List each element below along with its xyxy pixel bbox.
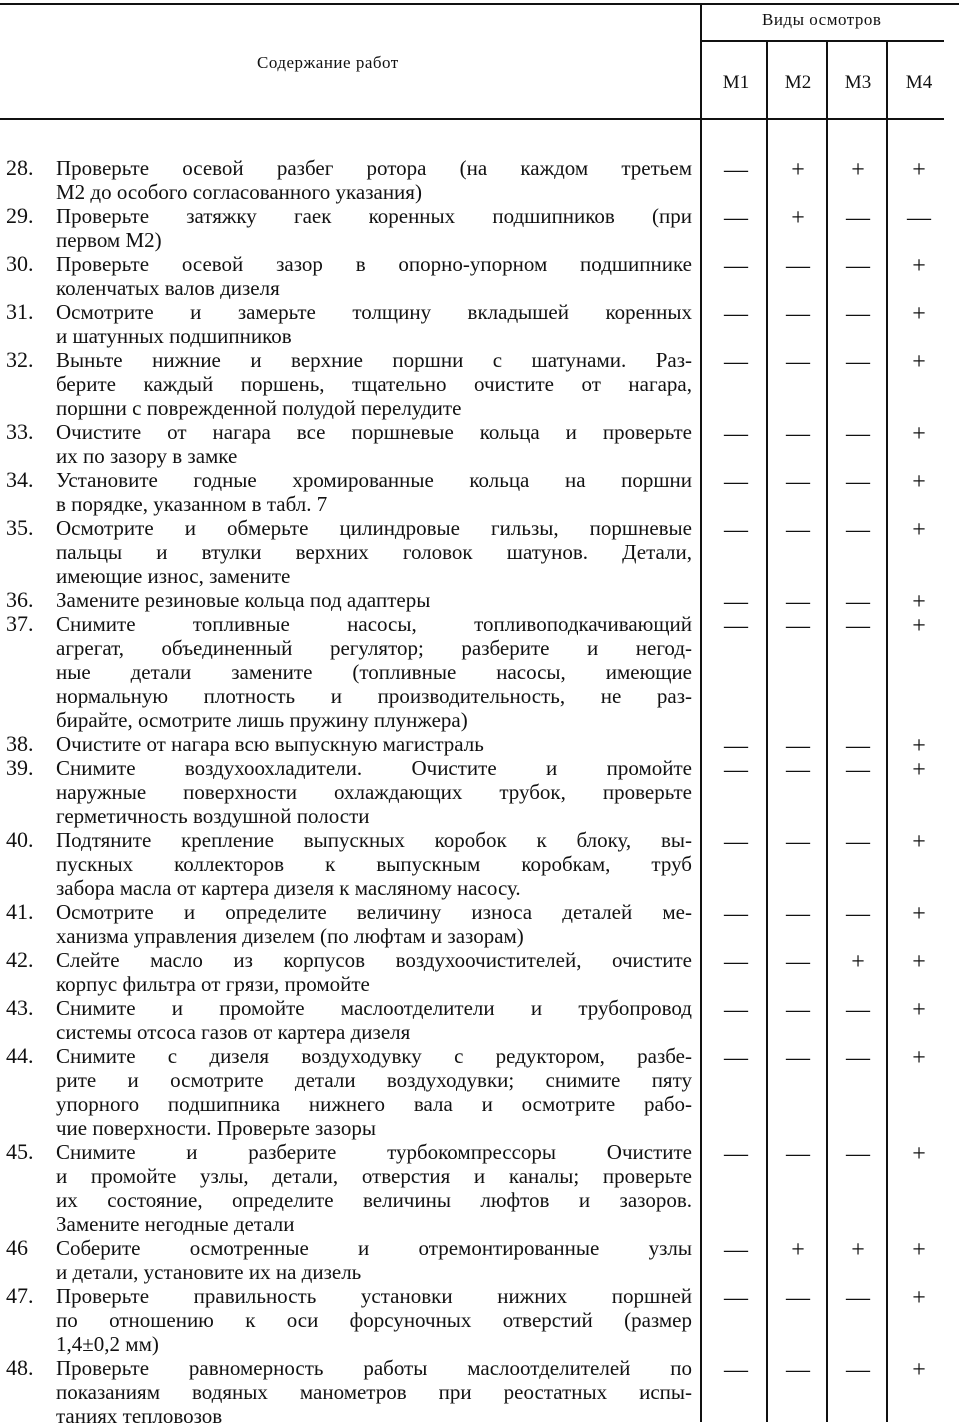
row-text-line: пальцы и втулки верхних головок шатунов. Детали, — [56, 540, 692, 564]
row-text-line: в порядке, указанном в табл. 7 — [56, 492, 328, 516]
row-number: 43. — [6, 995, 34, 1020]
row-text-line: забора масла от картера дизеля к масляному насосу. — [56, 876, 521, 900]
mark-m2: + — [791, 1237, 805, 1263]
table-row — [0, 1356, 700, 1428]
mark-m2: — — [786, 997, 810, 1023]
table-row — [0, 156, 700, 204]
mark-m1: — — [724, 205, 748, 231]
row-text — [56, 252, 692, 300]
mark-m3: — — [846, 349, 870, 375]
mark-m2: — — [786, 1357, 810, 1383]
row-text — [56, 204, 692, 252]
mark-m4: + — [912, 301, 926, 327]
mark-m1: — — [724, 733, 748, 759]
row-number: 37. — [6, 611, 34, 636]
mark-m4: + — [912, 1285, 926, 1311]
mark-m2: — — [786, 733, 810, 759]
row-text-line: их состояние, определите величины люфтов и зазоров. — [56, 1188, 692, 1212]
column-divider-text — [700, 5, 702, 1422]
column-m3: M3 — [844, 72, 872, 93]
mark-m1: — — [724, 829, 748, 855]
column-divider-m2-m3 — [826, 40, 828, 1422]
mark-m2: — — [786, 517, 810, 543]
row-number: 35. — [6, 515, 34, 540]
row-number: 44. — [6, 1043, 34, 1068]
mark-m4: + — [912, 517, 926, 543]
mark-m4: + — [912, 613, 926, 639]
mark-m3: — — [846, 421, 870, 447]
mark-m2: — — [786, 613, 810, 639]
inspection-types-heading: Виды осмотров — [762, 10, 882, 29]
row-number: 41. — [6, 899, 34, 924]
mark-m4: + — [912, 253, 926, 279]
row-text — [56, 516, 692, 588]
row-text-line: ные детали замените (топливные насосы, имеющие — [56, 660, 692, 684]
row-text-line: Проверьте осевой зазор в опорно-упорном подшипнике — [56, 252, 692, 276]
row-number: 31. — [6, 299, 34, 324]
row-text-line: Снимите с дизеля воздуходувку с редуктором, разбе- — [56, 1044, 692, 1068]
row-text — [56, 300, 692, 348]
mark-m4: + — [912, 157, 926, 183]
row-text-line: Снимите и промойте маслоотделители и трубопровод — [56, 996, 692, 1020]
mark-m2: — — [786, 829, 810, 855]
mark-m3: — — [846, 829, 870, 855]
mark-m3: — — [846, 1285, 870, 1311]
mark-m1: — — [724, 757, 748, 783]
row-text-line: первом М2) — [56, 228, 162, 252]
mark-m4: + — [912, 589, 926, 615]
row-text-line: Выньте нижние и верхние поршни с шатунами. Раз- — [56, 348, 692, 372]
row-text-line: Проверьте равномерность работы маслоотделителей по — [56, 1356, 692, 1380]
mark-m3: — — [846, 1045, 870, 1071]
mark-m1: — — [724, 301, 748, 327]
mark-m1: — — [724, 253, 748, 279]
top-rule — [0, 3, 959, 5]
row-text — [56, 900, 692, 948]
row-text — [56, 420, 692, 468]
row-number: 40. — [6, 827, 34, 852]
row-text-line: Проверьте осевой разбег ротора (на каждом третьем — [56, 156, 692, 180]
mark-m4: + — [912, 1357, 926, 1383]
row-text-line: берите каждый поршень, тщательно очистите от нагара, — [56, 372, 692, 396]
mark-m2: — — [786, 421, 810, 447]
row-text — [56, 732, 692, 756]
mark-m3: — — [846, 517, 870, 543]
mark-m1: — — [724, 469, 748, 495]
row-number: 48. — [6, 1355, 34, 1380]
row-number: 34. — [6, 467, 34, 492]
mark-m3: — — [846, 1357, 870, 1383]
row-text-line: наружные поверхности охлаждающих трубок, проверьте — [56, 780, 692, 804]
row-text-line: коленчатых валов дизеля — [56, 276, 280, 300]
mark-m3: — — [846, 253, 870, 279]
mark-m3: — — [846, 757, 870, 783]
row-text — [56, 1356, 692, 1428]
row-text-line: системы отсоса газов от картера дизеля — [56, 1020, 411, 1044]
row-text-line: Замените резиновые кольца под адаптеры — [56, 588, 431, 612]
mark-m3: — — [846, 205, 870, 231]
mark-m4: + — [912, 829, 926, 855]
row-text-line: Проверьте затяжку гаек коренных подшипников (при — [56, 204, 692, 228]
mark-m2: — — [786, 949, 810, 975]
row-text-line: по отношению к оси форсуночных отверстий (размер — [56, 1308, 692, 1332]
header-bottom-rule — [0, 118, 944, 120]
row-text-line: Очистите от нагара всю выпускную магистраль — [56, 732, 484, 756]
row-text-line: Установите годные хромированные кольца на поршни — [56, 468, 692, 492]
row-text-line: рите и осмотрите детали воздуходувки; снимите пяту — [56, 1068, 692, 1092]
mark-m3: + — [851, 949, 865, 975]
row-number: 32. — [6, 347, 34, 372]
row-text-line: Замените негодные детали — [56, 1212, 295, 1236]
mark-m1: — — [724, 997, 748, 1023]
row-text — [56, 1284, 692, 1356]
mark-m4: + — [912, 421, 926, 447]
row-text-line: и шатунных подшипников — [56, 324, 292, 348]
table-row — [0, 516, 700, 588]
row-number: 28. — [6, 155, 34, 180]
mark-m3: + — [851, 157, 865, 183]
mark-m1: — — [724, 1285, 748, 1311]
row-text-line: ханизма управления дизелем (по люфтам и зазорам) — [56, 924, 524, 948]
table-row — [0, 828, 700, 900]
row-text-line: Осмотрите и определите величину износа деталей ме- — [56, 900, 692, 924]
table-row — [0, 348, 700, 420]
row-text-line: их по зазору в замке — [56, 444, 238, 468]
mark-m2: — — [786, 1045, 810, 1071]
mark-m2: + — [791, 205, 805, 231]
row-number: 38. — [6, 731, 34, 756]
mark-m2: — — [786, 469, 810, 495]
row-text — [56, 468, 692, 516]
mark-m4: — — [907, 205, 931, 231]
mark-m1: — — [724, 349, 748, 375]
row-number: 42. — [6, 947, 34, 972]
row-number: 39. — [6, 755, 34, 780]
table-row — [0, 948, 700, 996]
row-text-line: имеющие износ, замените — [56, 564, 291, 588]
table-row — [0, 756, 700, 828]
column-m4: M4 — [905, 72, 933, 93]
table-row — [0, 1140, 700, 1236]
table-row — [0, 300, 700, 348]
mark-m3: — — [846, 589, 870, 615]
column-divider-m3-m4 — [886, 40, 888, 1422]
mark-m4: + — [912, 1141, 926, 1167]
mark-m1: — — [724, 901, 748, 927]
column-divider-m1-m2 — [766, 40, 768, 1422]
mark-m1: — — [724, 421, 748, 447]
row-text-line: нормальную плотность и производительность, не раз- — [56, 684, 692, 708]
row-text — [56, 612, 692, 732]
mark-m1: — — [724, 517, 748, 543]
row-text-line: таниях тепловозов — [56, 1404, 223, 1428]
row-text-line: Снимите и разберите турбокомпрессоры Очистите — [56, 1140, 692, 1164]
row-text — [56, 1044, 692, 1140]
table-row — [0, 1284, 700, 1356]
mark-m2: — — [786, 1141, 810, 1167]
row-text-line: Подтяните крепление выпускных коробок к блоку, вы- — [56, 828, 692, 852]
row-number: 46 — [6, 1235, 28, 1260]
row-text-line: и детали, установите их на дизель — [56, 1260, 362, 1284]
row-text-line: Соберите осмотренные и отремонтированные узлы — [56, 1236, 692, 1260]
mark-m3: — — [846, 733, 870, 759]
mark-m3: — — [846, 613, 870, 639]
mark-m1: — — [724, 1237, 748, 1263]
mark-m1: — — [724, 157, 748, 183]
mark-m4: + — [912, 901, 926, 927]
row-number: 30. — [6, 251, 34, 276]
row-text-line: корпус фильтра от грязи, промойте — [56, 972, 370, 996]
row-text — [56, 756, 692, 828]
row-text-line: и промойте узлы, детали, отверстия и каналы; проверьте — [56, 1164, 692, 1188]
table-row — [0, 468, 700, 516]
row-text-line: герметичность воздушной полости — [56, 804, 370, 828]
mark-m3: — — [846, 1141, 870, 1167]
row-text-line: Осмотрите и обмерьте цилиндровые гильзы, поршневые — [56, 516, 692, 540]
table-row — [0, 996, 700, 1044]
mark-m4: + — [912, 949, 926, 975]
mark-m2: — — [786, 253, 810, 279]
mark-m3: — — [846, 301, 870, 327]
row-text-line: М2 до особого согласованного указания) — [56, 180, 422, 204]
mark-m2: — — [786, 349, 810, 375]
mark-m1: — — [724, 949, 748, 975]
mark-m4: + — [912, 469, 926, 495]
row-text-line: пускных коллекторов к выпускным коробкам, труб — [56, 852, 692, 876]
row-text-line: бирайте, осмотрите лишь пружину плунжера) — [56, 708, 468, 732]
mark-m3: — — [846, 997, 870, 1023]
row-text — [56, 1140, 692, 1236]
row-text-line: показаниям водяных манометров при реостатных испы- — [56, 1380, 692, 1404]
column-m2: M2 — [784, 72, 812, 93]
mark-m4: + — [912, 1237, 926, 1263]
row-text-line: агрегат, объединенный регулятор; разберите и негод- — [56, 636, 692, 660]
mark-m4: + — [912, 757, 926, 783]
table-row — [0, 732, 700, 756]
table-row — [0, 252, 700, 300]
row-text-line: 1,4±0,2 мм) — [56, 1332, 159, 1356]
mark-m2: + — [791, 157, 805, 183]
row-text-line: упорного подшипника нижнего вала и осмотрите рабо- — [56, 1092, 692, 1116]
row-text — [56, 1236, 692, 1284]
mark-m2: — — [786, 1285, 810, 1311]
row-text-line: Проверьте правильность установки нижних поршней — [56, 1284, 692, 1308]
row-text — [56, 588, 692, 612]
row-text-line: Слейте масло из корпусов воздухоочистителей, очистите — [56, 948, 692, 972]
column-m1: M1 — [722, 72, 750, 93]
row-number: 33. — [6, 419, 34, 444]
mark-m4: + — [912, 349, 926, 375]
mark-m3: — — [846, 901, 870, 927]
mark-m1: — — [724, 589, 748, 615]
table-row — [0, 588, 700, 612]
mark-m1: — — [724, 1357, 748, 1383]
mark-m1: — — [724, 1141, 748, 1167]
row-number: 47. — [6, 1283, 34, 1308]
row-number: 29. — [6, 203, 34, 228]
row-text-line: поршни с поврежденной полудой перелудите — [56, 396, 462, 420]
row-text-line: Осмотрите и замерьте толщину вкладышей коренных — [56, 300, 692, 324]
row-text — [56, 348, 692, 420]
table-row — [0, 420, 700, 468]
mark-m1: — — [724, 613, 748, 639]
row-text — [56, 948, 692, 996]
row-text — [56, 828, 692, 900]
mark-m2: — — [786, 589, 810, 615]
mark-m2: — — [786, 901, 810, 927]
mark-m2: — — [786, 301, 810, 327]
table-row — [0, 900, 700, 948]
mark-m4: + — [912, 1045, 926, 1071]
row-text-line: Снимите воздухоохладители. Очистите и промойте — [56, 756, 692, 780]
row-text-line: Снимите топливные насосы, топливоподкачивающий — [56, 612, 692, 636]
row-number: 45. — [6, 1139, 34, 1164]
row-text-line: Очистите от нагара все поршневые кольца и проверьте — [56, 420, 692, 444]
table-row — [0, 612, 700, 732]
row-text — [56, 156, 692, 204]
work-content-heading: Содержание работ — [257, 53, 399, 72]
mark-m4: + — [912, 997, 926, 1023]
table-row — [0, 1044, 700, 1140]
row-number: 36. — [6, 587, 34, 612]
table-row — [0, 1236, 700, 1284]
mark-m1: — — [724, 1045, 748, 1071]
row-text-line: чие поверхности. Проверьте зазоры — [56, 1116, 376, 1140]
table-row — [0, 204, 700, 252]
header-subdivider — [700, 40, 944, 42]
mark-m4: + — [912, 733, 926, 759]
row-text — [56, 996, 692, 1044]
mark-m3: + — [851, 1237, 865, 1263]
mark-m3: — — [846, 469, 870, 495]
mark-m2: — — [786, 757, 810, 783]
